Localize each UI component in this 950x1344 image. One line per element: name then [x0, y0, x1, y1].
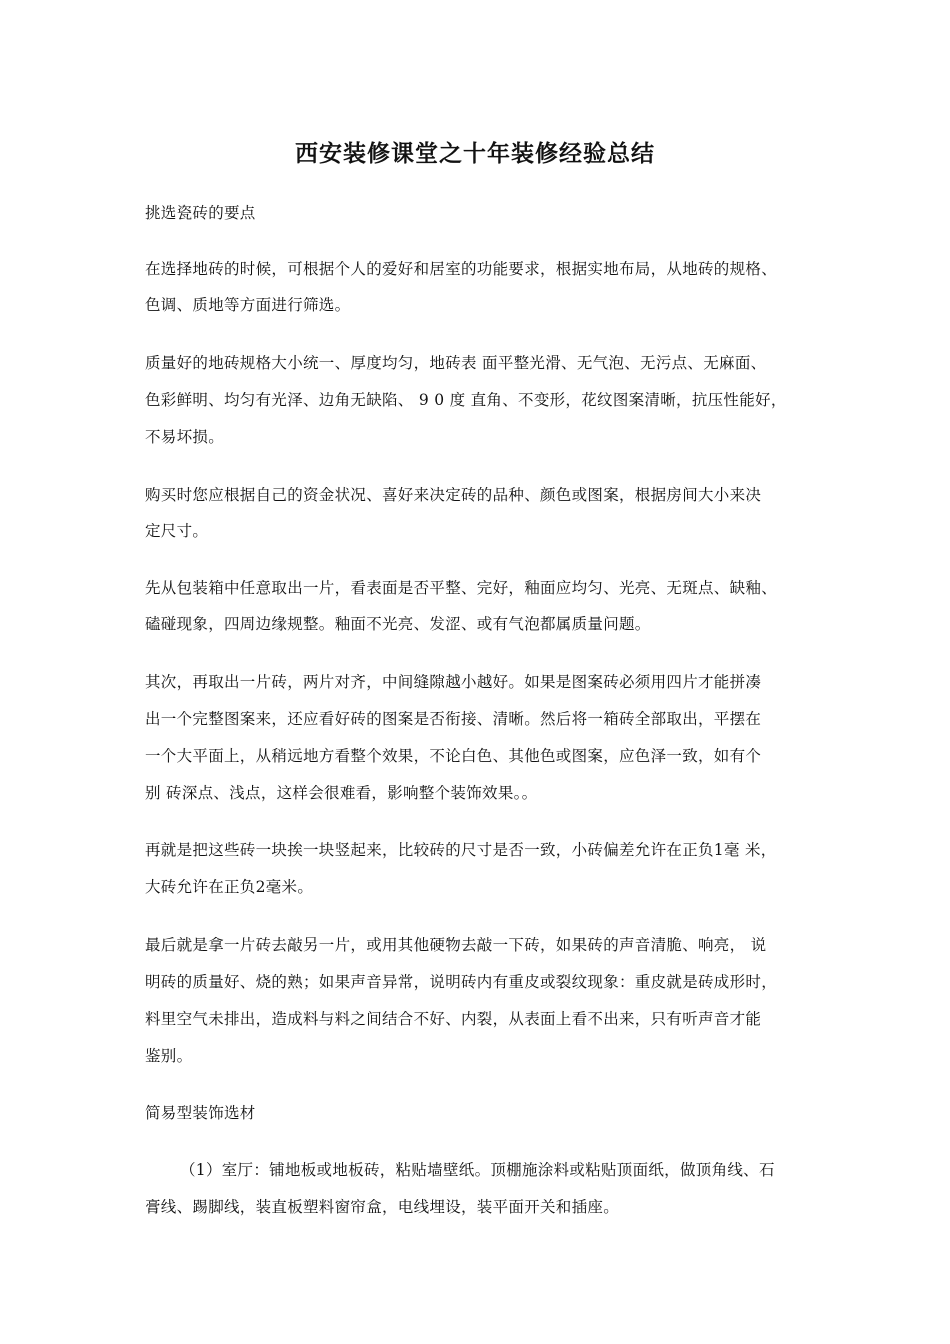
- paragraph-line: 最后就是拿一片砖去敲另一片，或用其他硬物去敲一下砖，如果砖的声音清脆、响亮， 说: [145, 936, 767, 954]
- section-heading-tile-selection: 挑选瓷砖的要点: [145, 204, 256, 222]
- paragraph-line: 在选择地砖的时候，可根据个人的爱好和居室的功能要求，根据实地布局，从地砖的规格、: [145, 260, 778, 278]
- paragraph-line: 色调、质地等方面进行筛选。: [145, 296, 351, 314]
- paragraph-line: 再就是把这些砖一块挨一块竖起来，比较砖的尺寸是否一致，小砖偏差允许在正负1毫 米，: [145, 841, 777, 859]
- paragraph-line: 其次，再取出一片砖，两片对齐，中间缝隙越小越好。如果是图案砖必须用四片才能拼凑: [145, 673, 762, 691]
- paragraph-line: 出一个完整图案来，还应看好砖的图案是否衔接、清晰。然后将一箱砖全部取出，平摆在: [145, 710, 762, 728]
- paragraph-line: 定尺寸。: [145, 522, 209, 540]
- paragraph-line: 大砖允许在正负2毫米。: [145, 878, 314, 896]
- section-heading-simple-decoration: 简易型装饰选材: [145, 1104, 256, 1122]
- paragraph-line: 膏线、踢脚线，装直板塑料窗帘盒，电线埋设，装平面开关和插座。: [145, 1198, 620, 1216]
- paragraph-line: 明砖的质量好、烧的熟；如果声音异常，说明砖内有重皮或裂纹现象：重皮就是砖成形时，: [145, 973, 778, 991]
- paragraph-line: 先从包装箱中任意取出一片，看表面是否平整、完好，釉面应均匀、光亮、无斑点、缺釉、: [145, 579, 778, 597]
- paragraph-line: 别 砖深点、浅点，这样会很难看，影响整个装饰效果。。: [145, 784, 538, 802]
- paragraph-line: 质量好的地砖规格大小统一、厚度均匀，地砖表 面平整光滑、无气泡、无污点、无麻面、: [145, 354, 767, 372]
- paragraph-line: 磕碰现象，四周边缘规整。釉面不光亮、发涩、或有气泡都属质量问题。: [145, 615, 651, 633]
- document-title: 西安装修课堂之十年装修经验总结: [295, 141, 655, 167]
- paragraph-line: 鉴别。: [145, 1047, 193, 1065]
- paragraph-line: 购买时您应根据自己的资金状况、喜好来决定砖的品种、颜色或图案，根据房间大小来决: [145, 486, 762, 504]
- paragraph-line: （1）室厅：铺地板或地板砖，粘贴墙壁纸。顶棚施涂料或粘贴顶面纸，做顶角线、石: [180, 1161, 775, 1179]
- paragraph-line: 不易坏损。: [145, 428, 225, 446]
- paragraph-line: 料里空气未排出，造成料与料之间结合不好、内裂，从表面上看不出来，只有听声音才能: [145, 1010, 762, 1028]
- paragraph-line: 一个大平面上，从稍远地方看整个效果，不论白色、其他色或图案，应色泽一致，如有个: [145, 747, 762, 765]
- paragraph-line: 色彩鲜明、均匀有光泽、边角无缺陷、 9 0 度 直角、不变形，花纹图案清晰，抗压性能好，: [145, 391, 787, 409]
